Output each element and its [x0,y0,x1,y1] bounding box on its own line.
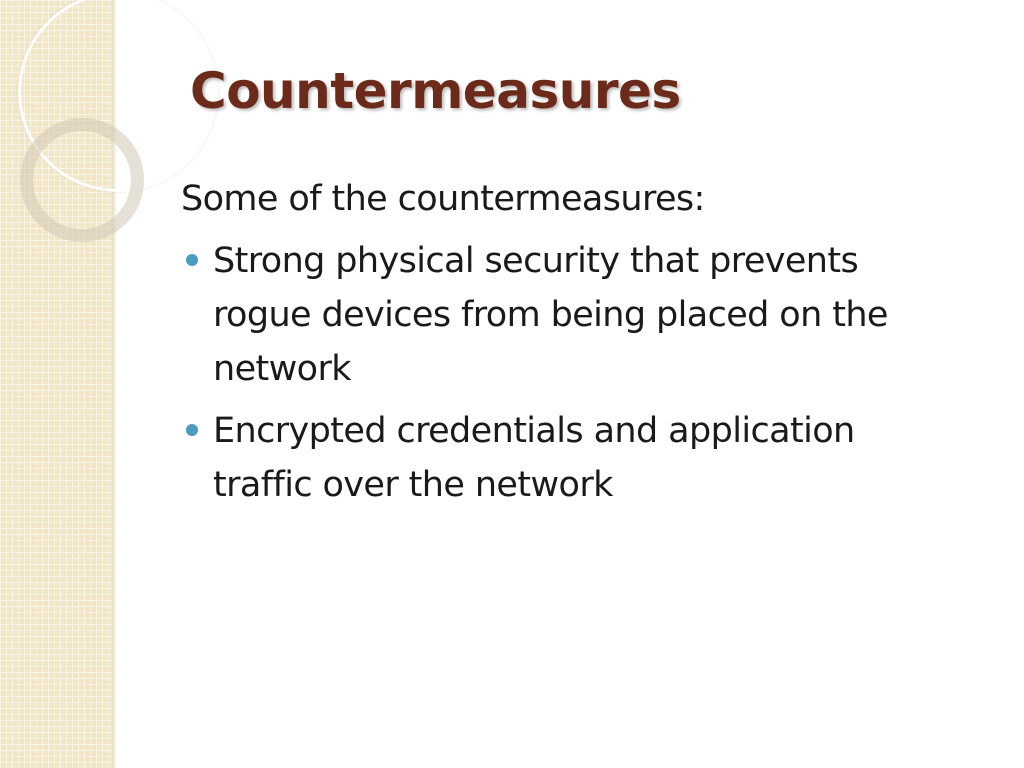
bullet-text: Encrypted credentials and application traffic over the network [213,411,855,505]
slide-body [181,172,961,520]
intro-text: Some of the countermeasures: [181,179,705,219]
bullet-item [181,404,961,512]
decorative-ring-small [20,118,144,242]
bullet-dot-icon [186,254,198,266]
bullet-list [181,234,961,512]
bullet-item [181,234,961,396]
slide-title: Countermeasures [190,62,681,120]
bullet-text: Strong physical security that prevents rogue devices from being placed on the network [213,241,888,389]
bullet-dot-icon [186,424,198,436]
